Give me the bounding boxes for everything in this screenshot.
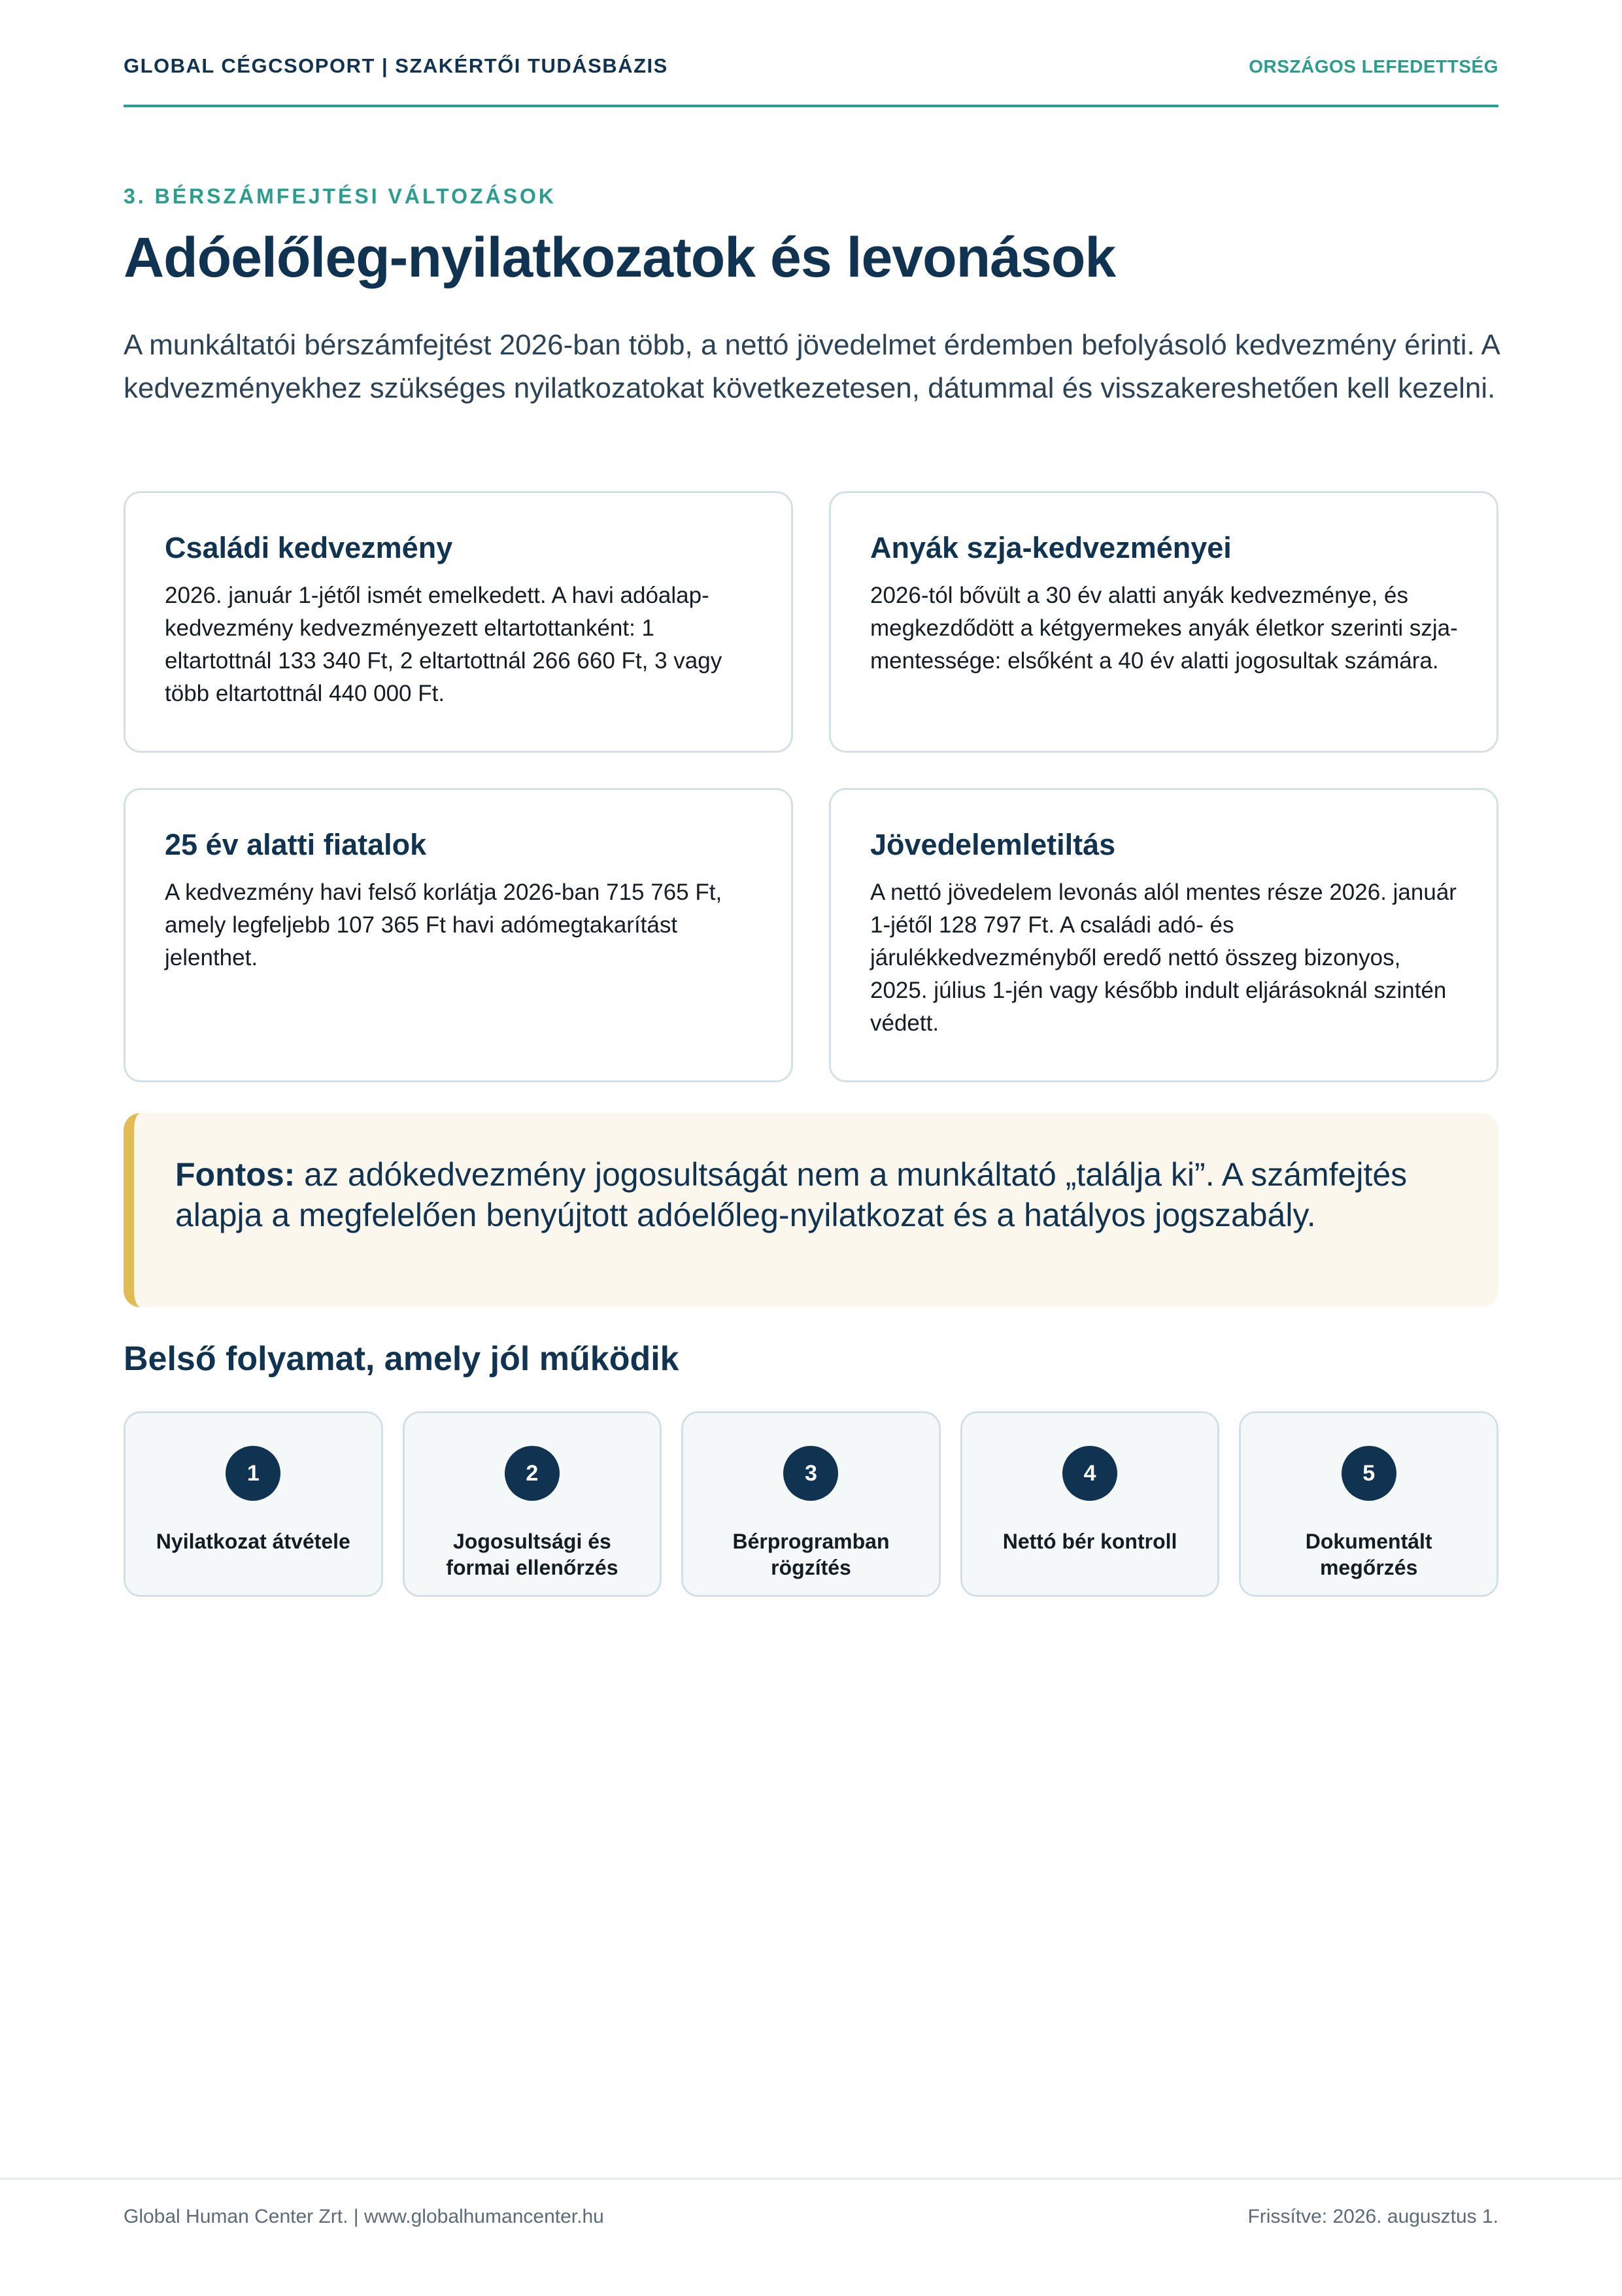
step-number-badge: 2 [505,1446,560,1501]
card-title: Családi kedvezmény [165,531,453,564]
card-body: A nettó jövedelem levonás alól mentes része 2026. január 1-jétől 128 797 Ft. A családi adó- és járulékkedvezményből eredő nettó összeg bizonyos, 2025. július 1-jén vagy később indult eljárásoknál szintén védett. [870,880,1457,1036]
card-body: 2026. január 1-jétől ismét emelkedett. A havi adóalap-kedvezmény kedvezményezett eltartottanként: 1 eltartottnál 133 340 Ft, 2 eltartottnál 266 660 Ft, 3 vagy több eltartottnál 440 000 Ft. [165,583,722,706]
section-eyebrow: 3. BÉRSZÁMFEJTÉSI VÁLTOZÁSOK [124,184,556,208]
step-number-badge: 4 [1062,1446,1117,1501]
step-label: Bérprogramban rögzítés [732,1530,890,1579]
process-step [403,1411,662,1597]
notice-label: Fontos: [175,1156,296,1193]
card-title: Anyák szja-kedvezményei [870,531,1232,564]
process-step [1239,1411,1498,1597]
step-number-badge: 3 [783,1446,838,1501]
card-garnishment [829,788,1498,1082]
brand-title: GLOBAL CÉGCSOPORT | SZAKÉRTŐI TUDÁSBÁZIS [124,54,668,77]
process-step [681,1411,941,1597]
card-body: A kedvezmény havi felső korlátja 2026-ban 715 765 Ft, amely legfeljebb 107 365 Ft havi adómegtakarítást jelenthet. [165,880,722,970]
notice-text [175,1154,1420,1235]
step-label: Dokumentált megőrzés [1305,1530,1432,1579]
footer-updated-date: Frissítve: 2026. augusztus 1. [1247,2206,1498,2227]
notice-body: az adókedvezmény jogosultságát nem a munkáltató „találja ki”. A számfejtés alapja a megfelelően benyújtott adóelőleg-nyilatkozat és a hatályos jogszabály. [175,1156,1408,1233]
page-title: Adóelőleg-nyilatkozatok és levonások [124,226,1116,289]
step-label: Nettó bér kontroll [1002,1530,1177,1553]
step-number-badge: 5 [1342,1446,1396,1501]
process-step [124,1411,383,1597]
step-label: Nyilatkozat átvétele [156,1530,350,1553]
card-title: Jövedelemletiltás [870,828,1116,861]
important-notice [124,1113,1498,1307]
footer-company: Global Human Center Zrt. | www.globalhumancenter.hu [124,2206,604,2227]
page-header [124,52,1498,107]
process-steps [124,1411,1498,1597]
process-step [960,1411,1220,1597]
process-title: Belső folyamat, amely jól működik [124,1340,679,1378]
lead-paragraph: A munkáltatói bérszámfejtést 2026-ban több, a nettó jövedelmet érdemben befolyásoló kedvezmény érinti. A kedvezményekhez szükséges nyilatkozatokat következetesen, dátummal és visszakereshetően kell kezelni. [124,329,1499,404]
card-mothers-allowance [829,491,1498,753]
step-number-badge: 1 [226,1446,280,1501]
card-title: 25 év alatti fiatalok [165,828,427,861]
card-family-allowance [124,491,793,753]
card-under-25 [124,788,793,1082]
card-body: 2026-tól bővült a 30 év alatti anyák kedvezménye, és megkezdődött a kétgyermekes anyák életkor szerinti szja-mentessége: elsőként a 40 év alatti jogosultak számára. [870,583,1458,674]
coverage-label: ORSZÁGOS LEFEDETTSÉG [1249,56,1498,77]
step-label: Jogosultsági és formai ellenőrzés [446,1530,618,1579]
page-footer [0,2178,1622,2296]
